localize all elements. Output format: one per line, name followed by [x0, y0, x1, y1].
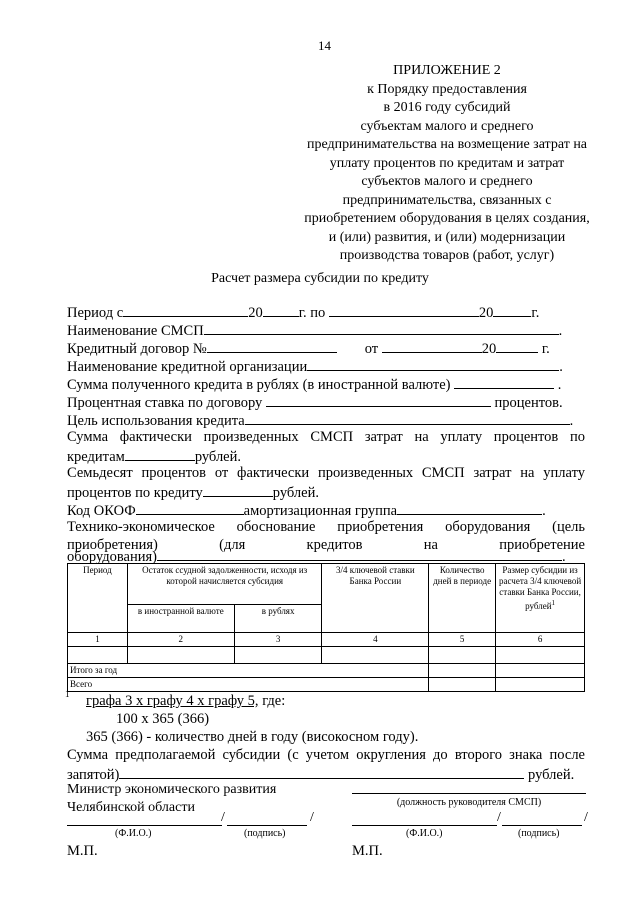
period-end-year-field[interactable] — [493, 302, 531, 317]
minister-title-2: Челябинской области — [67, 800, 195, 815]
actual-costs-line-2: кредитам рублей. — [67, 446, 241, 466]
seventy-percent-field[interactable] — [203, 482, 273, 497]
tech-justification-line-3: оборудования) . — [67, 546, 566, 566]
tech-justification-field[interactable] — [157, 546, 562, 561]
smsp-name-field[interactable] — [204, 320, 559, 335]
slash: / — [221, 810, 225, 825]
total-year-label: Итого за год — [68, 664, 429, 678]
minister-sign-line[interactable] — [227, 825, 307, 826]
table-row — [68, 647, 585, 664]
appendix-line: предпринимательства, связанных с — [342, 192, 552, 208]
header-foreign-currency: в иностранной валюте — [127, 605, 234, 633]
actual-costs-line-1: Сумма фактически произведенных СМСП затрат на уплату процентов по — [67, 429, 585, 445]
header-days: Количество дней в периоде — [429, 564, 496, 633]
minister-sign-caption: (подпись) — [244, 828, 286, 839]
credit-sum-field[interactable] — [454, 374, 554, 389]
interest-rate-line: Процентная ставка по договору процентов. — [67, 392, 563, 412]
document-title: Расчет размера субсидии по кредиту — [211, 271, 429, 286]
header-balance: Остаток ссудной задолженности, исходя из которой начисляется субсидия — [127, 564, 322, 605]
table-number-row: 1 2 3 4 5 6 — [68, 633, 585, 647]
credit-org-line: Наименование кредитной организации . — [67, 356, 563, 376]
head-sign-line[interactable] — [502, 825, 582, 826]
footnote-mark: 1 — [65, 689, 70, 699]
contract-year-field[interactable] — [496, 338, 538, 353]
slash: / — [497, 810, 501, 825]
expected-subsidy-line-1: Сумма предполагаемой субсидии (с учетом округления до второго знака после — [67, 747, 585, 763]
appendix-line: предпринимательства на возмещение затрат на — [306, 137, 588, 152]
header-period: Период — [68, 564, 128, 633]
appendix-line: приобретением оборудования в целях создания, — [304, 211, 590, 226]
table-row-total-all — [68, 678, 585, 692]
credit-org-field[interactable] — [307, 356, 559, 371]
head-position-caption: (должность руководителя СМСП) — [396, 797, 542, 808]
usage-goal-field[interactable] — [245, 410, 570, 425]
tech-justification-line-1: Технико-экономическое обоснование приобретения оборудования (цель — [67, 519, 585, 535]
appendix-line: и (или) развития, и (или) модернизации — [328, 229, 566, 245]
stamp-place-left: М.П. — [67, 843, 98, 859]
credit-sum-line: Сумма полученного кредита в рублях (в иностранной валюте) . — [67, 374, 561, 394]
expected-subsidy-line-2: запятой) рублей. — [67, 764, 574, 784]
appendix-line: производства товаров (работ, услуг) — [339, 248, 555, 263]
credit-contract-line: Кредитный договор № от 20 г. — [67, 338, 550, 358]
appendix-line: субъектов малого и среднего — [361, 174, 533, 189]
usage-goal-line: Цель использования кредита . — [67, 410, 573, 430]
minister-title-1: Министр экономического развития — [67, 782, 277, 797]
depreciation-group-field[interactable] — [397, 500, 542, 515]
table-header-row — [68, 564, 585, 605]
contract-number-field[interactable] — [207, 338, 337, 353]
actual-costs-field[interactable] — [125, 446, 195, 461]
header-subsidy: Размер субсидии из расчета 3/4 ключевой ставки Банка России, рублей$^1$ — [496, 564, 585, 633]
stamp-place-right: М.П. — [352, 843, 383, 859]
appendix-header — [280, 62, 614, 266]
head-fio-caption: (Ф.И.О.) — [406, 828, 443, 839]
minister-fio-caption: (Ф.И.О.) — [115, 828, 152, 839]
page-number: 14 — [318, 38, 331, 53]
slash: / — [584, 810, 588, 825]
contract-date-field[interactable] — [382, 338, 482, 353]
period-start-year-field[interactable] — [263, 302, 299, 317]
total-all-label: Всего — [68, 678, 429, 692]
slash: / — [310, 810, 314, 825]
footnote-denominator: 100 х 365 (366) — [116, 711, 210, 727]
footnote-formula: графа 3 х графу 4 х графу 5, где: — [86, 693, 286, 709]
interest-rate-field[interactable] — [266, 392, 491, 407]
period-end-field[interactable] — [329, 302, 479, 317]
calculation-table — [67, 563, 585, 692]
seventy-percent-line-2: процентов по кредиту рублей. — [67, 482, 319, 502]
head-sign-caption: (подпись) — [518, 828, 560, 839]
okof-line: Код ОКОФ амортизационная группа . — [67, 500, 546, 520]
tech-justification-line-2: приобретения) (для кредитов на приобретение — [67, 537, 585, 553]
header-rubles: в рублях — [234, 605, 322, 633]
table-row-total-year — [68, 664, 585, 678]
minister-fio-line[interactable] — [67, 825, 222, 826]
head-position-line[interactable] — [352, 793, 586, 794]
expected-subsidy-field[interactable] — [119, 764, 524, 779]
smsp-name-line: Наименование СМСП . — [67, 320, 562, 340]
appendix-line: в 2016 году субсидий — [383, 100, 511, 115]
appendix-line: субъектам малого и среднего — [360, 118, 534, 134]
okof-field[interactable] — [136, 500, 244, 515]
footnote-days: 365 (366) - количество дней в году (високосном году). — [86, 729, 419, 745]
appendix-line: ПРИЛОЖЕНИЕ 2 — [393, 63, 501, 78]
head-fio-line[interactable] — [352, 825, 497, 826]
header-key-rate: 3/4 ключевой ставки Банка России — [322, 564, 429, 633]
period-start-field[interactable] — [123, 302, 248, 317]
appendix-line: к Порядку предоставления — [367, 81, 527, 97]
period-line: Период с 20 г. по 20 г. — [67, 302, 539, 322]
seventy-percent-line-1: Семьдесят процентов от фактически произведенных СМСП затрат на уплату — [67, 465, 585, 481]
appendix-line: уплату процентов по кредитам и затрат — [329, 155, 565, 171]
